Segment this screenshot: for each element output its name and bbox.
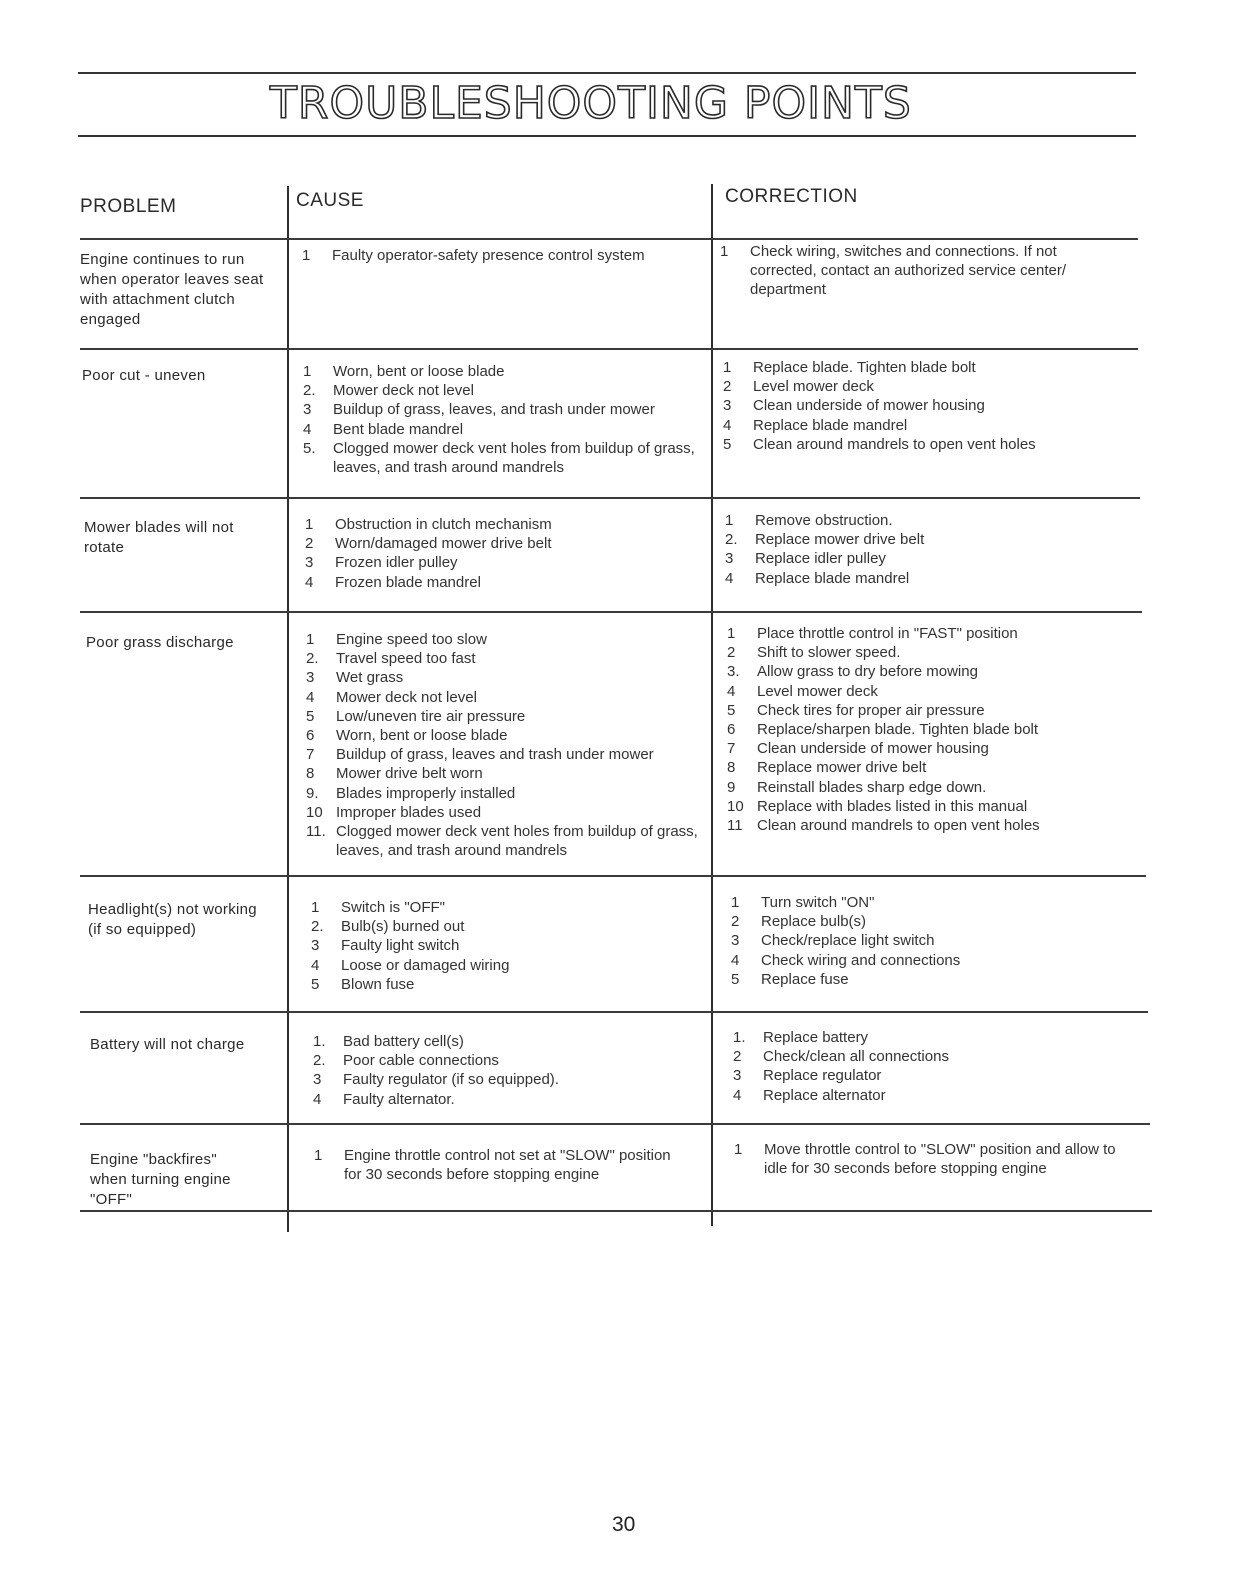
item-number: 4 [305, 573, 314, 591]
item-text: Replace mower drive belt [755, 531, 925, 549]
correction-item [727, 758, 1132, 777]
item-text: Mower drive belt worn [336, 765, 483, 783]
item-number: 4 [731, 951, 740, 969]
problem-cell: Engine continues to run when operator leaves seat with attachment clutch engaged [80, 251, 264, 328]
cause-item [311, 975, 706, 994]
item-text: Replace blade mandrel [753, 416, 908, 434]
item-number: 4 [311, 956, 320, 974]
item-number: 2 [727, 644, 736, 662]
item-number: 9. [306, 784, 319, 802]
header-cause: CAUSE [296, 190, 364, 211]
cause-item [311, 956, 706, 975]
row-separator [80, 1011, 1148, 1013]
item-text: Check wiring and connections [761, 951, 961, 969]
correction-item [720, 242, 1100, 300]
item-text: Wet grass [336, 669, 404, 687]
item-number: 3 [311, 937, 320, 955]
item-text: Allow grass to dry before mowing [757, 663, 978, 681]
item-number: 8 [306, 765, 315, 783]
item-number: 1 [303, 363, 312, 380]
row-separator [80, 497, 1140, 499]
item-text: Faulty regulator (if so equipped). [343, 1071, 559, 1089]
item-text: Check tires for proper air pressure [757, 701, 985, 719]
correction-item [727, 682, 1132, 701]
correction-list [727, 624, 1132, 835]
correction-item [727, 720, 1132, 739]
correction-list [734, 1140, 1129, 1178]
correction-item [727, 778, 1132, 797]
item-number: 1 [725, 512, 734, 529]
item-text: Bent blade mandrel [333, 420, 464, 438]
item-text: Blown fuse [341, 975, 415, 993]
correction-item [723, 377, 1123, 396]
item-text: Clean underside of mower housing [757, 740, 989, 758]
item-text: Loose or damaged wiring [341, 956, 510, 974]
item-number: 5 [311, 975, 320, 993]
cause-list [305, 515, 700, 592]
cause-list [306, 630, 701, 860]
cause-item [306, 668, 701, 687]
item-text: Replace fuse [761, 970, 849, 988]
item-text: Replace regulator [763, 1067, 882, 1085]
cause-item [303, 400, 698, 419]
correction-item [733, 1028, 1133, 1047]
item-text: Level mower deck [757, 682, 878, 700]
item-number: 1 [727, 625, 736, 642]
item-text: Frozen blade mandrel [335, 573, 481, 591]
item-text: Shift to slower speed. [757, 644, 901, 662]
correction-item [725, 511, 1125, 530]
cause-item [311, 936, 706, 955]
cause-item [313, 1070, 708, 1089]
item-number: 4 [725, 569, 734, 587]
problem-cell: Mower blades will not rotate [84, 519, 234, 556]
item-text: Check wiring, switches and connections. If not corrected, contact an authorized service center/ department [750, 243, 1066, 299]
item-number: 4 [727, 682, 736, 700]
item-number: 1 [306, 631, 315, 648]
item-text: Replace alternator [763, 1086, 886, 1104]
item-number: 3 [731, 932, 740, 950]
item-text: Improper blades used [336, 803, 482, 821]
correction-list [723, 358, 1123, 454]
item-number: 3 [303, 401, 312, 419]
item-number: 2 [305, 535, 314, 553]
cause-list [311, 898, 706, 994]
cause-list [302, 246, 697, 265]
item-text: Replace with blades listed in this manual [757, 797, 1028, 815]
item-number: 6 [727, 721, 736, 739]
correction-item [723, 416, 1123, 435]
item-text: Worn, bent or loose blade [336, 727, 508, 745]
cause-item [306, 688, 701, 707]
row-separator [80, 1210, 1152, 1212]
item-text: Replace mower drive belt [757, 759, 927, 777]
item-number: 7 [727, 740, 736, 758]
correction-item [733, 1066, 1133, 1085]
cause-item [306, 745, 701, 764]
correction-item [725, 569, 1125, 588]
cause-item [303, 439, 698, 477]
cause-item [303, 420, 698, 439]
item-text: Mower deck not level [336, 688, 477, 706]
item-number: 4 [303, 420, 312, 438]
item-text: Bad battery cell(s) [343, 1033, 464, 1050]
item-number: 10 [727, 797, 744, 815]
item-text: Check/replace light switch [761, 932, 935, 950]
item-number: 1 [734, 1141, 743, 1158]
title-bottom-rule [78, 135, 1136, 137]
item-text: Move throttle control to "SLOW" position and allow to idle for 30 seconds before stopping engine [764, 1141, 1116, 1178]
item-number: 2 [723, 378, 732, 396]
item-number: 4 [733, 1086, 742, 1104]
item-text: Faulty alternator. [343, 1090, 455, 1108]
item-text: Faulty operator-safety presence control system [332, 247, 645, 264]
item-number: 3 [313, 1071, 322, 1089]
row-separator [80, 348, 1138, 350]
correction-item [731, 912, 1131, 931]
item-number: 1 [311, 899, 320, 916]
row-separator [80, 1123, 1150, 1125]
item-number: 1 [720, 243, 729, 260]
cause-item [306, 726, 701, 745]
item-number: 4 [306, 688, 315, 706]
cause-list [314, 1146, 679, 1184]
item-text: Buildup of grass, leaves, and trash under mower [333, 401, 655, 419]
correction-item [725, 530, 1125, 549]
header-correction: CORRECTION [725, 186, 858, 207]
item-text: Replace/sharpen blade. Tighten blade bolt [757, 721, 1039, 739]
correction-item [731, 970, 1131, 989]
item-text: Worn, bent or loose blade [333, 363, 505, 380]
item-number: 10 [306, 803, 323, 821]
divider-problem-cause [287, 186, 289, 1232]
correction-item [731, 951, 1131, 970]
item-number: 2. [725, 531, 738, 549]
item-number: 1 [302, 247, 311, 264]
item-number: 3 [305, 554, 314, 572]
item-text: Reinstall blades sharp edge down. [757, 778, 987, 796]
item-text: Replace idler pulley [755, 550, 886, 568]
item-number: 8 [727, 759, 736, 777]
correction-item [727, 662, 1132, 681]
item-number: 5 [731, 970, 740, 988]
cause-item [313, 1051, 708, 1070]
cause-item [305, 515, 700, 534]
item-number: 6 [306, 727, 315, 745]
item-number: 3 [306, 669, 315, 687]
item-number: 3 [725, 550, 734, 568]
correction-item [723, 396, 1123, 415]
item-number: 11. [306, 823, 326, 841]
item-number: 1 [314, 1147, 323, 1164]
cause-item [306, 764, 701, 783]
cause-item [306, 707, 701, 726]
problem-cell: Poor cut - uneven [82, 367, 206, 384]
item-text: Switch is "OFF" [341, 899, 445, 916]
item-number: 2. [306, 650, 319, 668]
item-number: 7 [306, 746, 315, 764]
correction-item [727, 643, 1132, 662]
correction-item [727, 797, 1132, 816]
item-text: Engine speed too slow [336, 631, 487, 648]
correction-list [731, 893, 1131, 989]
page-title: TROUBLESHOOTING POINTS [270, 78, 912, 129]
cause-item [305, 534, 700, 553]
cause-item [302, 246, 697, 265]
cause-list [313, 1032, 708, 1109]
item-number: 1 [731, 894, 740, 911]
item-number: 5 [727, 701, 736, 719]
item-text: Poor cable connections [343, 1052, 499, 1070]
correction-item [731, 931, 1131, 950]
item-text: Place throttle control in "FAST" position [757, 625, 1018, 642]
item-text: Clean underside of mower housing [753, 397, 985, 415]
item-text: Clogged mower deck vent holes from buildup of grass, leaves, and trash around mandrels [333, 439, 695, 477]
cause-item [314, 1146, 679, 1184]
item-text: Mower deck not level [333, 382, 474, 400]
item-text: Obstruction in clutch mechanism [335, 516, 552, 533]
cause-item [311, 898, 706, 917]
item-text: Replace battery [763, 1029, 869, 1046]
cause-item [305, 573, 700, 592]
item-number: 2. [303, 382, 316, 400]
cause-item [303, 381, 698, 400]
item-text: Replace bulb(s) [761, 913, 867, 931]
item-text: Level mower deck [753, 378, 874, 396]
item-number: 1. [733, 1029, 746, 1046]
item-text: Turn switch "ON" [761, 894, 875, 911]
item-text: Faulty light switch [341, 937, 460, 955]
cause-item [303, 362, 698, 381]
cause-item [313, 1032, 708, 1051]
correction-item [723, 358, 1123, 377]
item-text: Buildup of grass, leaves and trash under mower [336, 746, 654, 764]
item-number: 3 [733, 1067, 742, 1085]
item-number: 2. [311, 918, 324, 936]
item-number: 3 [723, 397, 732, 415]
correction-list [720, 242, 1100, 300]
problem-cell: Engine "backfires" when turning engine "OFF" [90, 1151, 231, 1208]
item-text: Frozen idler pulley [335, 554, 458, 572]
correction-item [727, 624, 1132, 643]
cause-item [306, 784, 701, 803]
correction-list [733, 1028, 1133, 1105]
correction-item [727, 701, 1132, 720]
item-number: 2 [733, 1048, 742, 1066]
correction-item [727, 816, 1132, 835]
item-text: Engine throttle control not set at "SLOW" position for 30 seconds before stopping engine [344, 1147, 671, 1184]
correction-item [725, 549, 1125, 568]
correction-item [727, 739, 1132, 758]
header-problem: PROBLEM [80, 196, 177, 217]
correction-item [734, 1140, 1129, 1178]
item-text: Low/uneven tire air pressure [336, 707, 526, 725]
item-text: Remove obstruction. [755, 512, 893, 529]
item-text: Clean around mandrels to open vent holes [753, 435, 1036, 453]
item-text: Worn/damaged mower drive belt [335, 535, 552, 553]
item-number: 5 [723, 435, 732, 453]
correction-item [733, 1086, 1133, 1105]
problem-cell: Battery will not charge [90, 1036, 245, 1053]
cause-item [305, 553, 700, 572]
correction-item [723, 435, 1123, 454]
item-text: Replace blade mandrel [755, 569, 910, 587]
cause-item [306, 649, 701, 668]
item-text: Replace blade. Tighten blade bolt [753, 359, 976, 376]
item-number: 1 [723, 359, 732, 376]
item-number: 3. [727, 663, 740, 681]
cause-item [306, 803, 701, 822]
problem-cell: Poor grass discharge [86, 634, 234, 651]
row-separator [80, 238, 1138, 240]
item-number: 1. [313, 1033, 326, 1050]
cause-item [306, 822, 701, 860]
item-number: 5 [306, 707, 315, 725]
page-number: 30 [612, 1513, 636, 1536]
item-number: 1 [305, 516, 314, 533]
item-text: Blades improperly installed [336, 784, 516, 802]
item-number: 2 [731, 913, 740, 931]
title-top-rule [78, 72, 1136, 74]
correction-item [733, 1047, 1133, 1066]
item-number: 4 [313, 1090, 322, 1108]
item-text: Clogged mower deck vent holes from buildup of grass, leaves, and trash around mandrels [336, 823, 698, 860]
item-text: Check/clean all connections [763, 1048, 949, 1066]
cause-list [303, 362, 698, 477]
item-number: 2. [313, 1052, 326, 1070]
item-text: Travel speed too fast [336, 650, 476, 668]
cause-item [313, 1090, 708, 1109]
item-number: 4 [723, 416, 732, 434]
row-separator [80, 611, 1142, 613]
correction-item [731, 893, 1131, 912]
correction-list [725, 511, 1125, 588]
item-text: Clean around mandrels to open vent holes [757, 817, 1040, 835]
cause-item [311, 917, 706, 936]
item-text: Bulb(s) burned out [341, 918, 465, 936]
item-number: 5. [303, 439, 316, 457]
row-separator [80, 875, 1146, 877]
item-number: 9 [727, 778, 736, 796]
divider-cause-correction [711, 184, 713, 1226]
item-number: 11 [727, 817, 743, 835]
problem-cell: Headlight(s) not working (if so equipped) [88, 901, 257, 938]
cause-item [306, 630, 701, 649]
